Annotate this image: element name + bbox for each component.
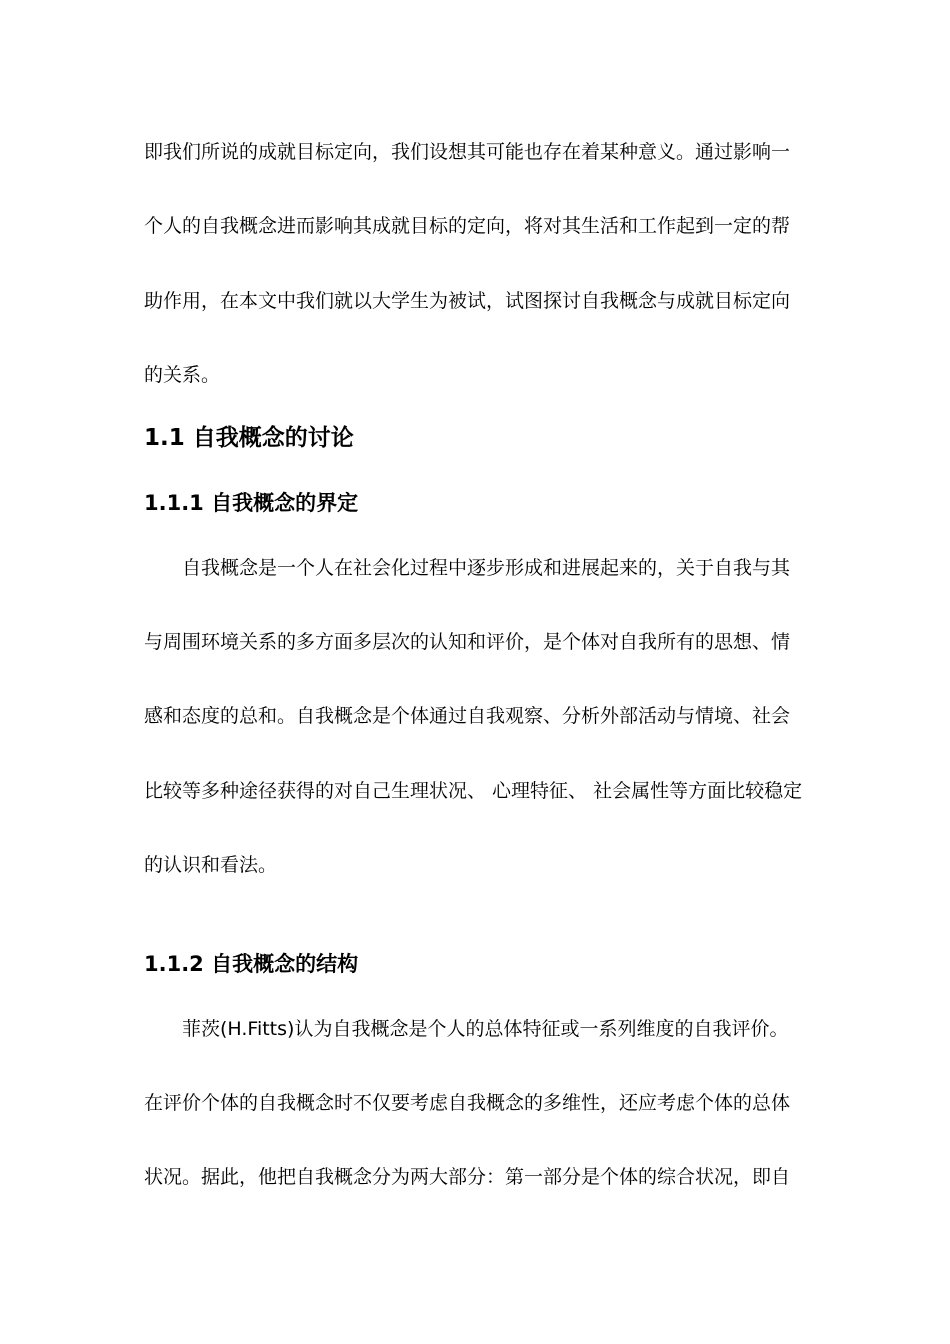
paragraph-line: 与周围环境关系的多方面多层次的认知和评价，是个体对自我所有的思想、情 xyxy=(144,631,791,653)
section-heading-1-1-1: 1.1.1 自我概念的界定 xyxy=(144,491,359,515)
intro-line-1: 即我们所说的成就目标定向，我们设想其可能也存在着某种意义。通过影响一 xyxy=(144,141,791,163)
section-heading-1-1-2: 1.1.2 自我概念的结构 xyxy=(144,952,359,976)
intro-line-4: 的关系。 xyxy=(144,364,221,386)
paragraph-line: 菲茨(H.Fitts)认为自我概念是个人的总体特征或一系列维度的自我评价。 xyxy=(182,1018,789,1040)
intro-line-3: 助作用，在本文中我们就以大学生为被试，试图探讨自我概念与成就目标定向 xyxy=(144,290,791,312)
paragraph-line: 状况。据此，他把自我概念分为两大部分：第一部分是个体的综合状况，即自 xyxy=(144,1166,791,1188)
paragraph-line: 感和态度的总和。自我概念是个体通过自我观察、分析外部活动与情境、社会 xyxy=(144,705,791,727)
intro-line-2: 个人的自我概念进而影响其成就目标的定向，将对其生活和工作起到一定的帮 xyxy=(144,215,791,237)
paragraph-line: 自我概念是一个人在社会化过程中逐步形成和进展起来的，关于自我与其 xyxy=(182,557,791,579)
paragraph-line: 在评价个体的自我概念时不仅要考虑自我概念的多维性，还应考虑个体的总体 xyxy=(144,1092,791,1114)
paragraph-line: 的认识和看法。 xyxy=(144,854,278,876)
section-heading-1-1: 1.1 自我概念的讨论 xyxy=(144,425,354,451)
paragraph-line: 比较等多种途径获得的对自己生理状况、 心理特征、 社会属性等方面比较稳定 xyxy=(144,780,803,802)
